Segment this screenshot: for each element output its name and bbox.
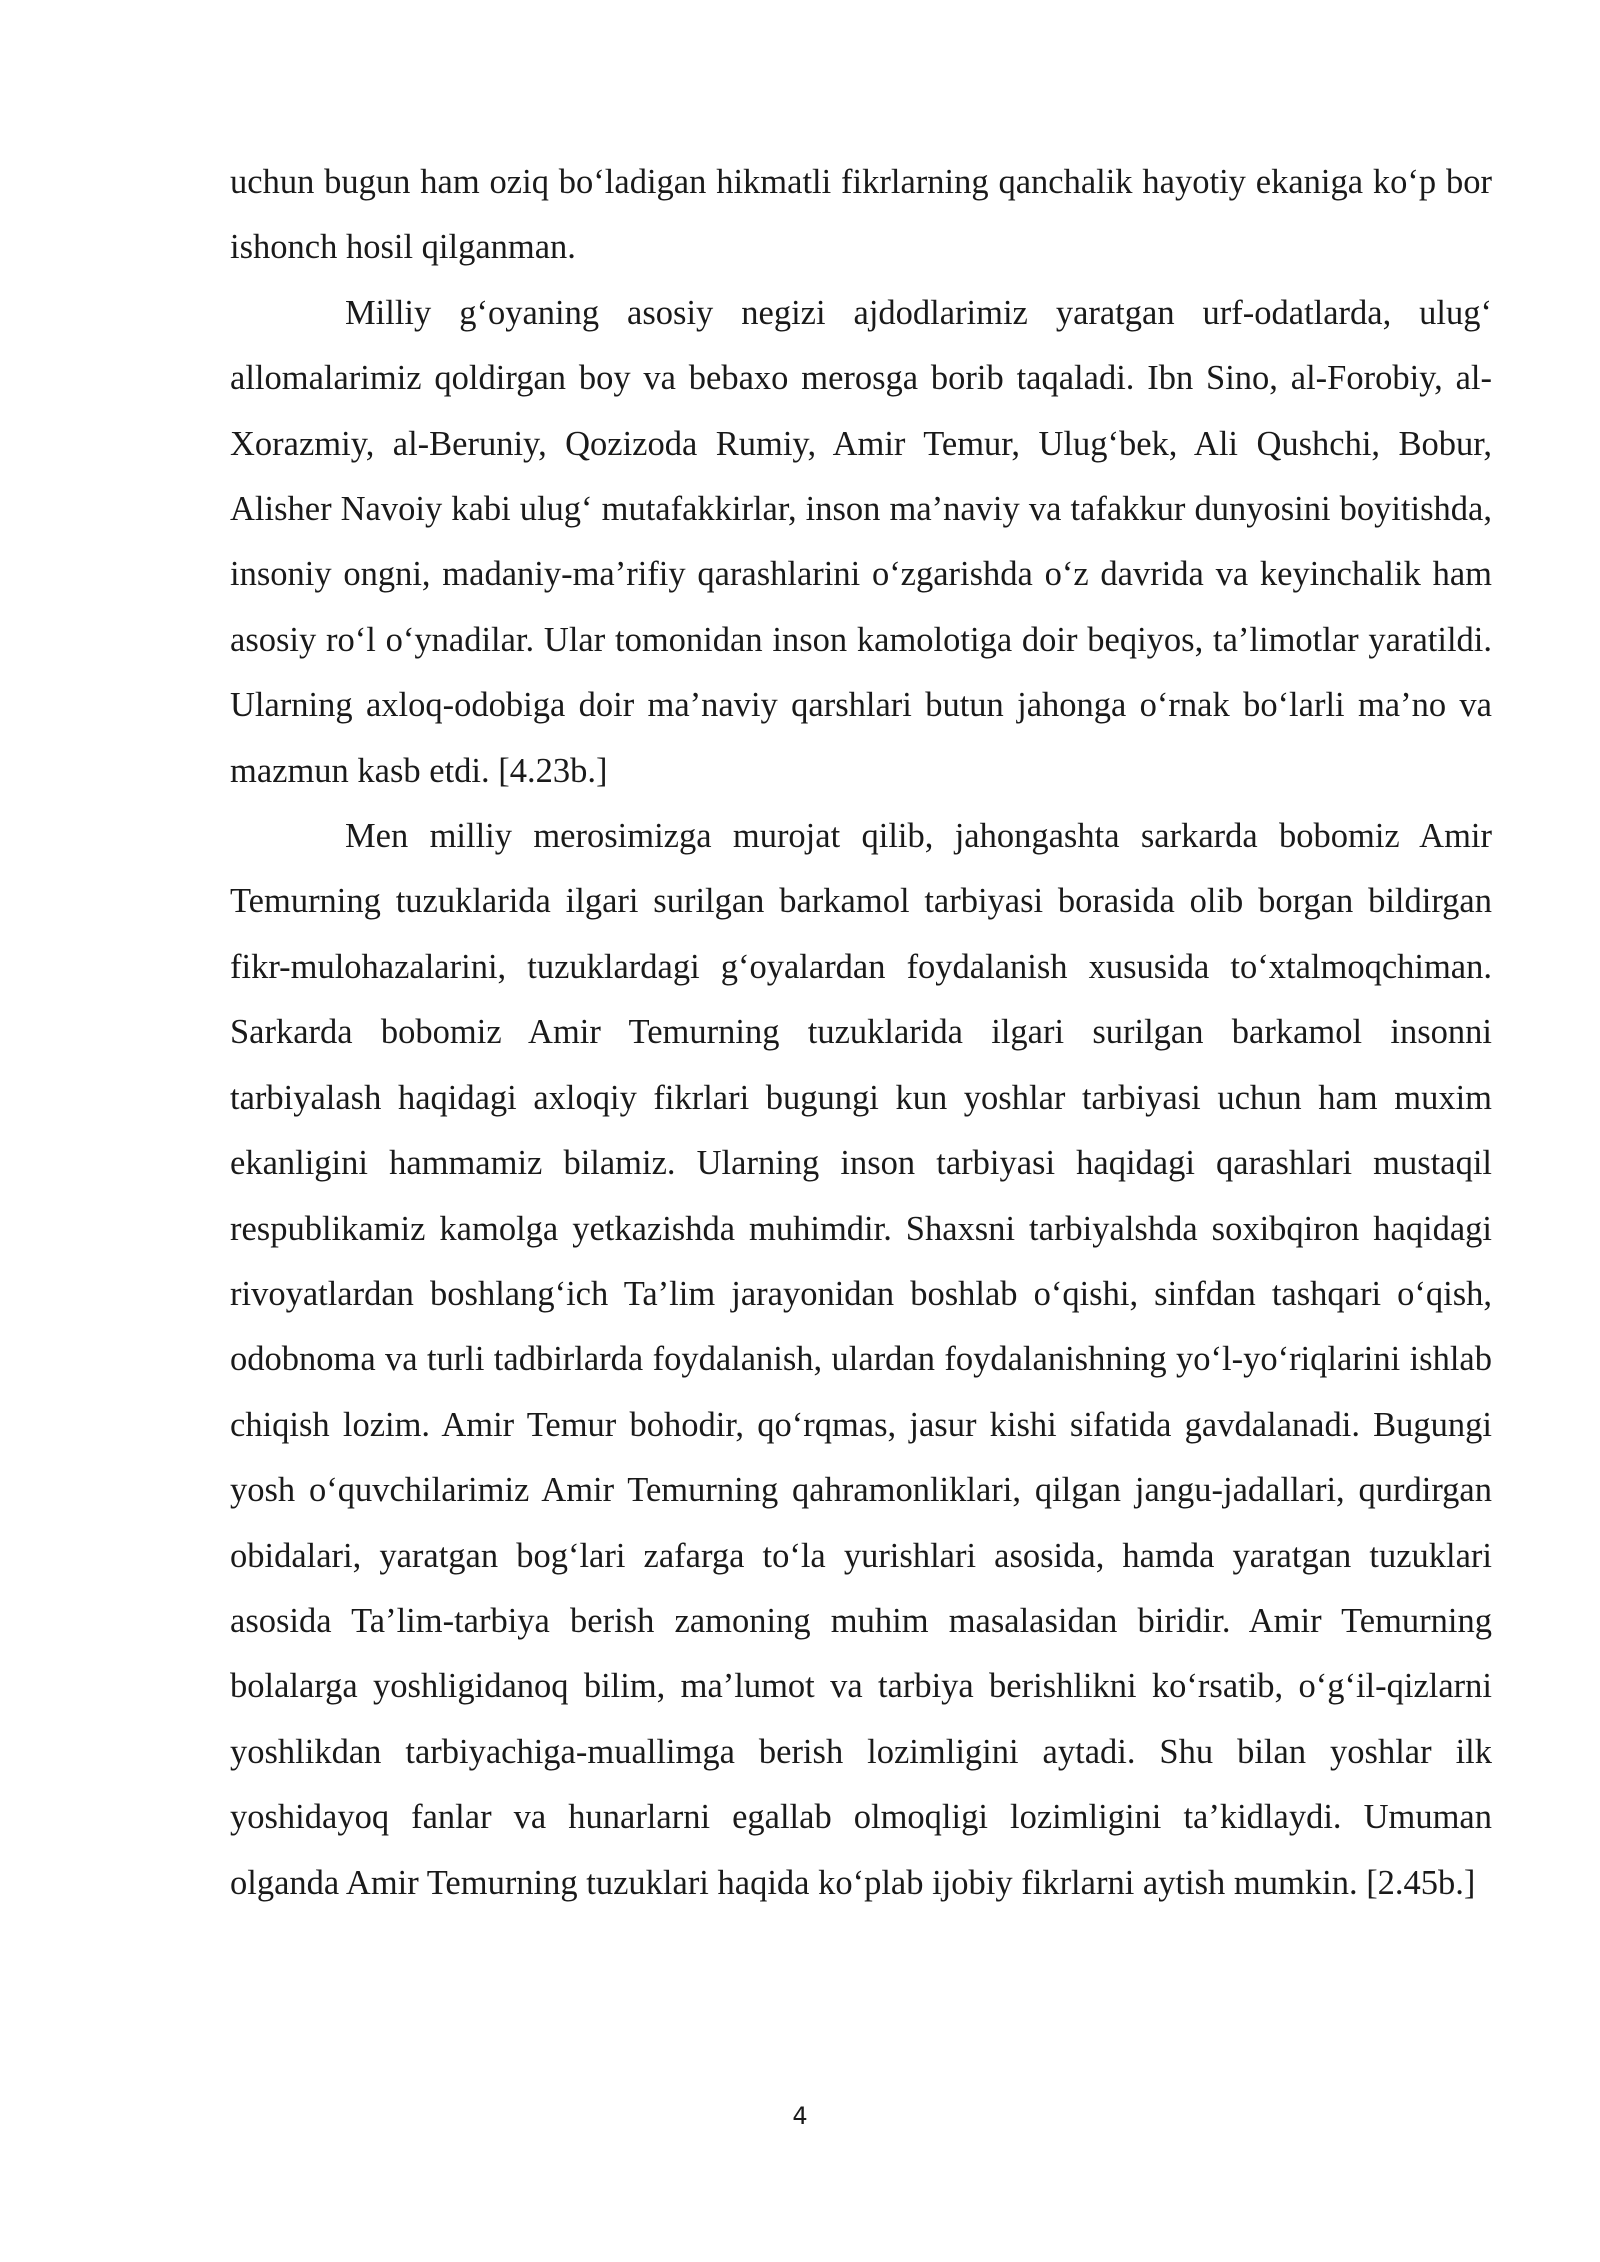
paragraph-continuation: uchun bugun ham oziq bo‘ladigan hikmatli fikrlarning qanchalik hayotiy ekaniga ko‘p bor ishonch hosil qilganman. bbox=[230, 163, 1492, 267]
page-number: 4 bbox=[792, 2102, 808, 2130]
paragraph-milliy-goya: Milliy g‘oyaning asosiy negizi ajdodlarimiz yaratgan urf-odatlarda, ulug‘ allomalarimiz qoldirgan boy va bebaxo merosga borib taqaladi. Ibn Sino, al-Forobiy, al-Xorazmiy, al-Beruniy, Qozizoda Rumiy, Amir Temur, Ulug‘bek, Ali Qushchi, Bobur, Alisher Navoiy kabi ulug‘ mutafakkirlar, inson ma’naviy va tafakkur dunyosini boyitishda, insoniy ongni, madaniy-ma’rifiy qarashlarini o‘zgarishda o‘z davrida va keyinchalik ham asosiy ro‘l o‘ynadilar. Ular tomonidan inson kamolotiga doir beqiyos, ta’limotlar yaratildi. Ularning axloq-odobiga doir ma’naviy qarshlari butun jahonga o‘rnak bo‘larli ma’no va mazmun kasb etdi. [4.23b.] bbox=[230, 293, 1492, 790]
paragraph-amir-temur-tuzuklari: Men milliy merosimizga murojat qilib, jahongashta sarkarda bobomiz Amir Temurning tuzuklarida ilgari surilgan barkamol tarbiyasi borasida olib borgan bildirgan fikr-mulohazalarini, tuzuklardagi g‘oyalardan foydalanish xususida to‘xtalmoqchiman. Sarkarda bobomiz Amir Temurning tuzuklarida ilgari surilgan barkamol insonni tarbiyalash haqidagi axloqiy fikrlari bugungi kun yoshlar tarbiyasi uchun ham muxim ekanligini hammamiz bilamiz. Ularning inson tarbiyasi haqidagi qarashlari mustaqil respublikamiz kamolga yetkazishda muhimdir. Shaxsni tarbiyalshda soxibqiron haqidagi rivoyatlardan boshlang‘ich Ta’lim jarayonidan boshlab o‘qishi, sinfdan tashqari o‘qish, odobnoma va turli tadbirlarda foydalanish, ulardan foydalanishning yo‘l-yo‘riqlarini ishlab chiqish lozim. Amir Temur bohodir, qo‘rqmas, jasur kishi sifatida gavdalanadi. Bugungi yosh o‘quvchilarimiz Amir Temurning qahramonliklari, qilgan jangu-jadallari, qurdirgan obidalari, yaratgan bog‘lari zafarga to‘la yurishlari asosida, hamda yaratgan tuzuklari asosida Ta’lim-tarbiya berish zamoning muhim masalasidan biridir. Amir Temurning bolalarga yoshligidanoq bilim, ma’lumot va tarbiya berishlikni ko‘rsatib, o‘g‘il-qizlarni yoshlikdan tarbiyachiga-muallimga berish lozimligini aytadi. Shu bilan yoshlar ilk yoshidayoq fanlar va hunarlarni egallab olmoqligi lozimligini ta’kidlaydi. Umuman olganda Amir Temurning tuzuklari haqida ko‘plab ijobiy fikrlarni aytish mumkin. [2.45b.] bbox=[230, 817, 1492, 1902]
body-text bbox=[230, 150, 1492, 1916]
